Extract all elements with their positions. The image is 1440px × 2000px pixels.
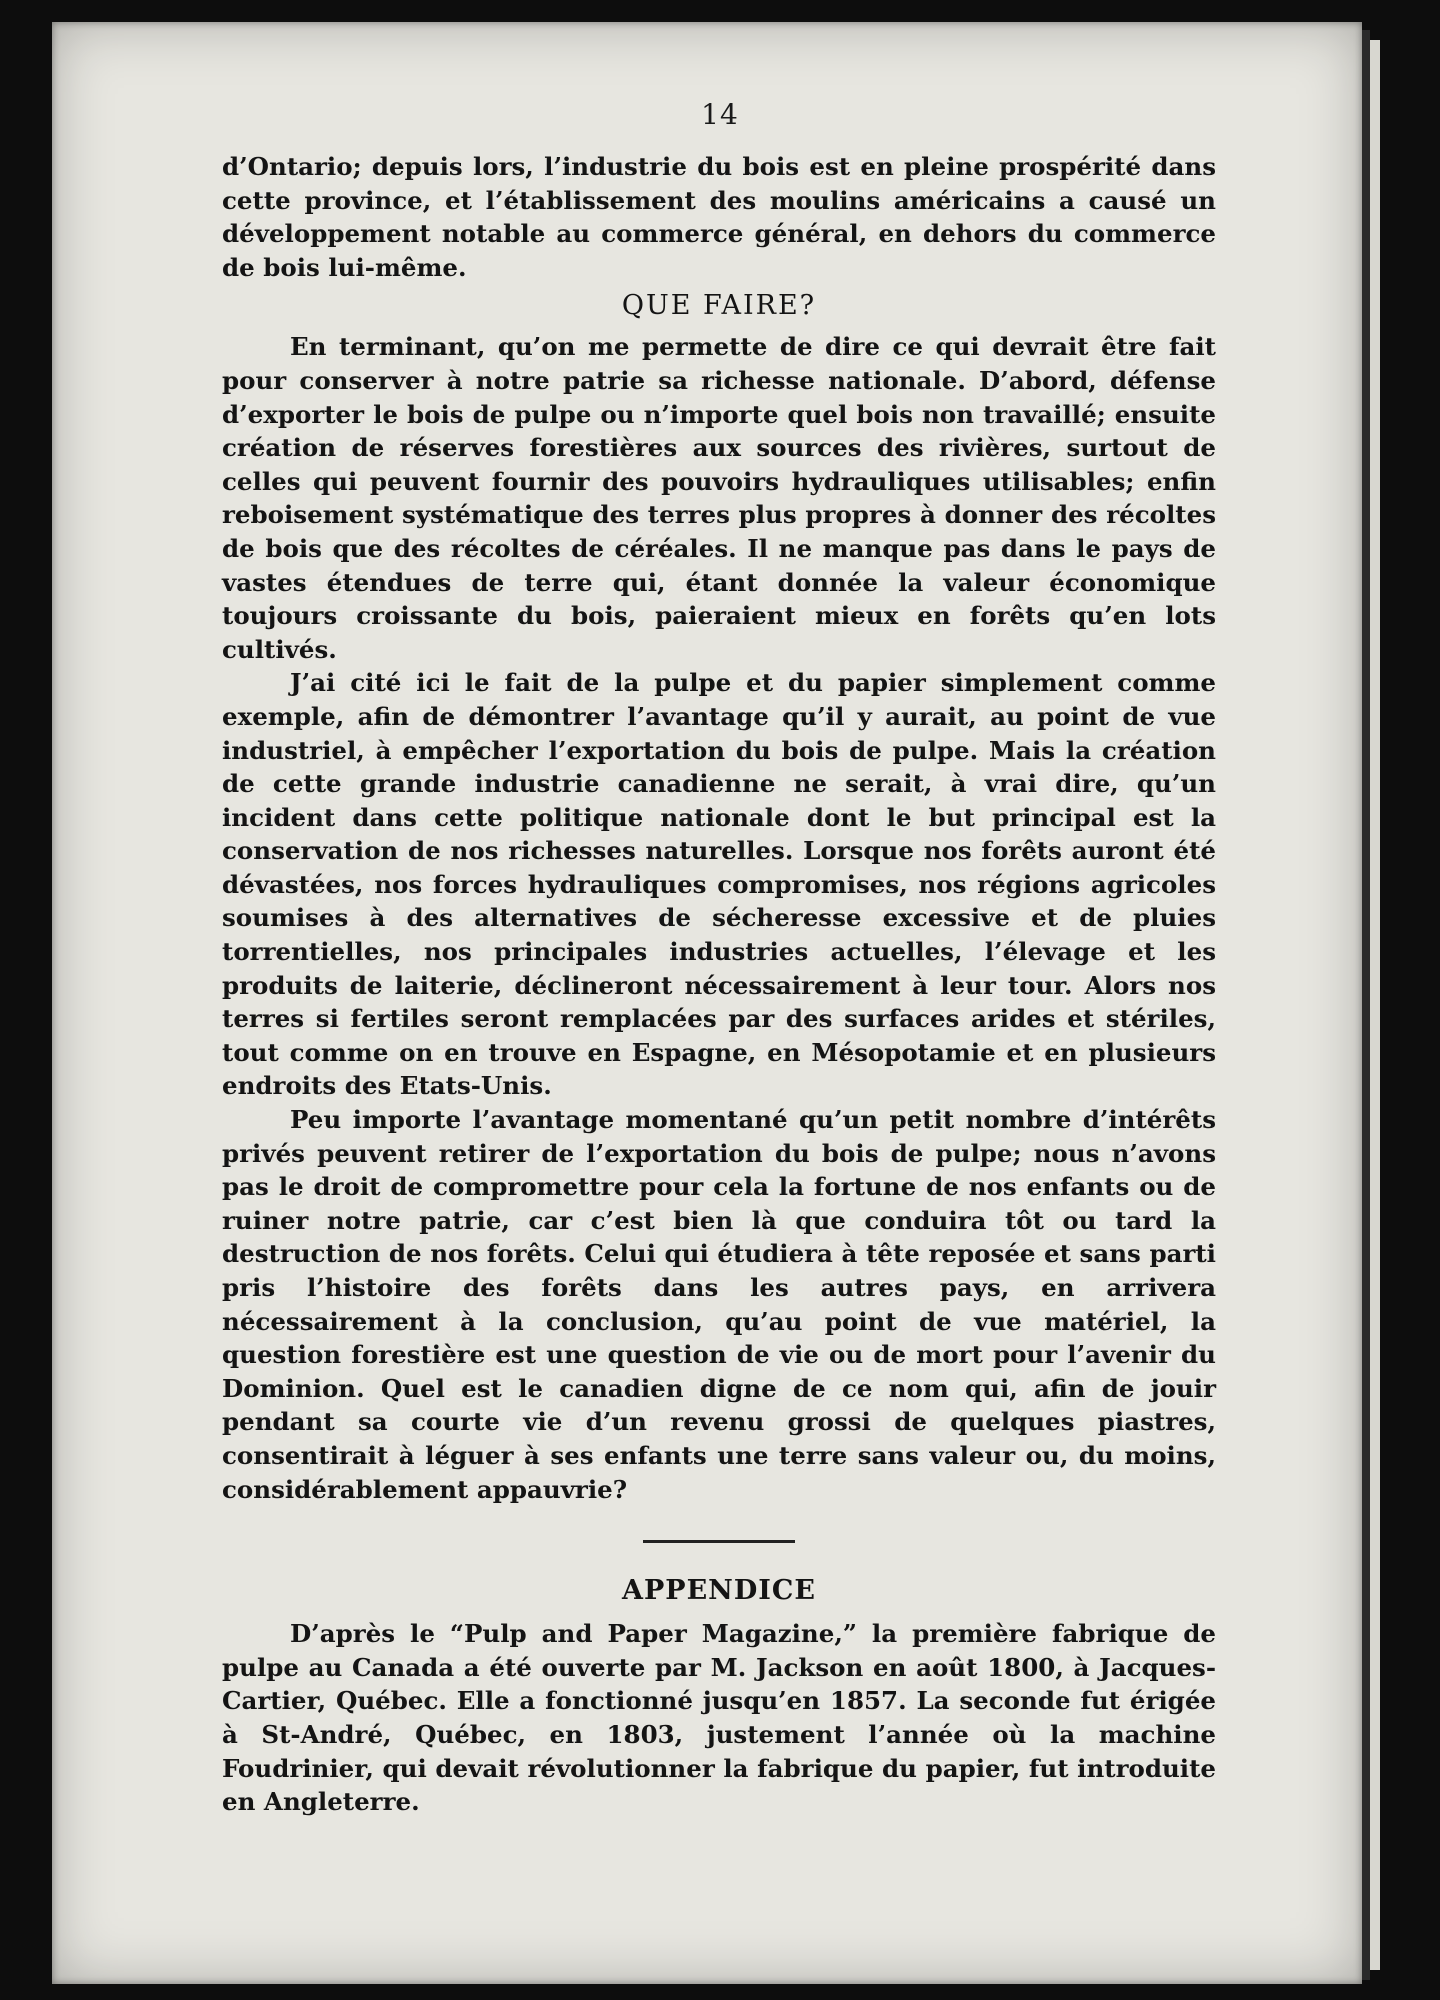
paragraph-2: J’ai cité ici le fait de la pulpe et du papier simplement comme exemple, afin de démontrer l’avantage qu’il y aurait, au point de vue industriel, à empêcher l’exportation du bois de pulpe. Mais la création de cette grande industrie canadienne ne serait, à vrai dire, qu’un incident dans cette politique nationale dont le but principal est la conservation de nos richesses naturelles. Lorsque nos forêts auront été dévastées, nos forces hydrauliques compromises, nos régions agricoles soumises à des alternatives de sécheresse excessive et de pluies torrentielles, nos principales industries actuelles, l’élevage et les produits de laiterie, déclineront nécessairement à leur tour. Alors nos terres si fertiles seront remplacées par des surfaces arides et stériles, tout comme on en trouve en Espagne, en Mésopotamie et en plusieurs endroits des Etats-Unis. — [222, 668, 1216, 1101]
page-body — [222, 150, 1216, 1819]
appendix-heading: APPENDICE — [622, 1575, 816, 1607]
section-heading: QUE FAIRE? — [621, 290, 817, 322]
next-page-edge — [1370, 40, 1380, 1970]
paragraph-3: Peu importe l’avantage momentané qu’un petit nombre d’intérêts privés peuvent retirer de l’exportation du bois de pulpe; nous n’avons pas le droit de compromettre pour cela la fortune de nos enfants ou de ruiner notre patrie, car c’est bien là que conduira tôt ou tard la destruction de nos forêts. Celui qui étudiera à tête reposée et sans parti pris l’histoire des forêts dans les autres pays, en arrivera nécessairement à la conclusion, qu’au point de vue matériel, la question forestière est une question de vie ou de mort pour l’avenir du Dominion. Quel est le canadien digne de ce nom qui, afin de jouir pendant sa courte vie d’un revenu grossi de quelques piastres, consentirait à léguer à ses enfants une terre sans valeur ou, du moins, considérablement appauvrie? — [222, 1105, 1216, 1504]
page-gutter-shadow — [1362, 30, 1370, 1980]
appendix-paragraph: D’après le “Pulp and Paper Magazine,” la première fabrique de pulpe au Canada a été ouverte par M. Jackson en août 1800, à Jacques-Cartier, Québec. Elle a fonctionné jusqu’en 1857. La seconde fut érigée à St-André, Québec, en 1803, justement l’année où la machine Foudrinier, qui devait révolutionner la fabrique du papier, fut introduite en Angleterre. — [222, 1619, 1216, 1817]
section-divider — [643, 1540, 795, 1543]
page-number: 14 — [701, 98, 739, 131]
continuation-paragraph: d’Ontario; depuis lors, l’industrie du bois est en pleine prospérité dans cette province, et l’établissement des moulins américains a causé un développement notable au commerce général, en dehors du commerce de bois lui-même. — [222, 152, 1216, 282]
paragraph-1: En terminant, qu’on me permette de dire ce qui devrait être fait pour conserver à notre patrie sa richesse nationale. D’abord, défense d’exporter le bois de pulpe ou n’importe quel bois non travaillé; ensuite création de réserves forestières aux sources des rivières, surtout de celles qui peuvent fournir des pouvoirs hydrauliques utilisables; enfin reboisement systématique des terres plus propres à donner des récoltes de bois que des récoltes de céréales. Il ne manque pas dans le pays de vastes étendues de terre qui, étant donnée la valeur économique toujours croissante du bois, paieraient mieux en forêts qu’en lots cultivés. — [222, 332, 1216, 664]
